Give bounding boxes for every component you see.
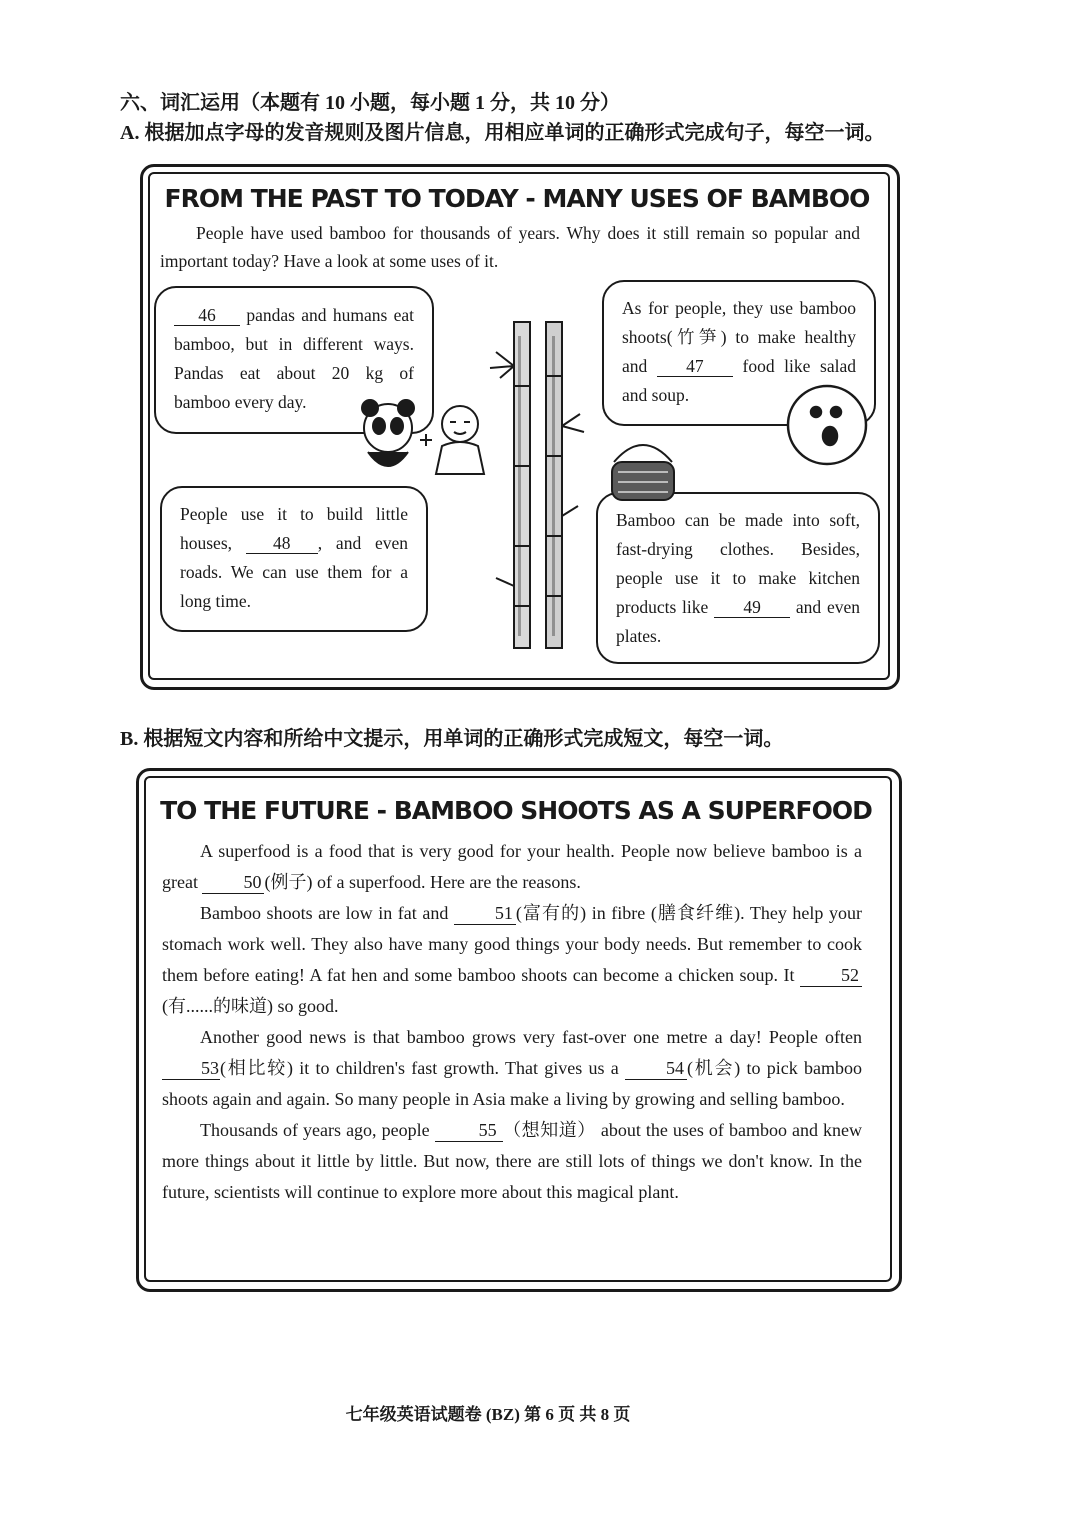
bubble-48-text-after: , and even roads. We can use them for a long time.	[180, 533, 408, 611]
p4-text-before: Thousands of years ago, people	[200, 1120, 435, 1140]
p2-text-mid: in fibre (膳食纤维). They help your stomach work well. They also have many good things your body needs. But remember to cook them before eating! A fat hen and some bamboo shoots can become a chicken soup. It	[162, 903, 862, 985]
speech-bubble-48	[160, 486, 428, 632]
bubble-48-text-before: People use it to build little houses,	[180, 504, 408, 553]
blank-47[interactable]: 47	[657, 357, 733, 377]
part-a-instruction: A. 根据加点字母的发音规则及图片信息，用相应单词的正确形式完成句子，每空一词。	[120, 122, 885, 144]
hint-54: (机会)	[686, 1058, 741, 1078]
part-b-instruction: B. 根据短文内容和所给中文提示，用单词的正确形式完成短文，每空一词。	[120, 728, 784, 750]
blank-55[interactable]: 55	[435, 1121, 503, 1142]
box-b-passage	[162, 836, 862, 1208]
blank-50[interactable]: 50	[202, 873, 264, 894]
bubble-46-text: pandas and humans eat bamboo, but in different ways. Pandas eat about 20 kg of bamboo every day.	[174, 305, 414, 412]
speech-bubble-49	[596, 492, 880, 664]
p3-text-after: to pick bamboo shoots again and again. So many people in Asia make a living by growing and selling bamboo.	[162, 1058, 862, 1109]
blank-46[interactable]: 46	[174, 306, 240, 326]
box-a-intro: People have used bamboo for thousands of years. Why does it still remain so popular and important today? Have a look at some uses of it.	[160, 223, 860, 271]
bamboo-illustration	[480, 316, 600, 656]
paragraph-2	[162, 898, 862, 1022]
blank-54[interactable]: 54	[625, 1059, 687, 1080]
blank-51[interactable]: 51	[454, 904, 516, 925]
bubble-49-text-before: Bamboo can be made into soft, fast-drying clothes. Besides, people use it to make kitchen products like	[616, 510, 860, 617]
p2-text-before: Bamboo shoots are low in fat and	[200, 903, 454, 923]
paragraph-4	[162, 1115, 862, 1208]
panda-and-person-picture	[350, 394, 500, 480]
p1-text-before: A superfood is a food that is very good for your health. People now believe bamboo is a great	[162, 841, 862, 892]
blank-52[interactable]: 52	[800, 966, 862, 987]
p1-text-after: of a superfood. Here are the reasons.	[312, 872, 581, 892]
hint-55: （想知道）	[502, 1120, 596, 1140]
p3-text-before: Another good news is that bamboo grows very fast-over one metre a day! People often	[200, 1027, 862, 1047]
section-heading: 六、词汇运用（本题有 10 小题，每小题 1 分，共 10 分）	[120, 92, 620, 114]
face-picture	[784, 382, 870, 468]
hint-52: (有......的味道)	[162, 996, 273, 1016]
p3-text-mid: it to children's fast growth. That gives us a	[293, 1058, 625, 1078]
p2-text-after: so good.	[273, 996, 339, 1016]
bubble-47-text-before: As for people, they use bamboo shoots(竹笋) to make healthy and	[622, 298, 856, 376]
blank-53[interactable]: 53	[162, 1059, 220, 1080]
hint-53: (相比较)	[220, 1058, 294, 1078]
blank-48[interactable]: 48	[246, 534, 318, 554]
bubble-47-text-after: food like salad and soup.	[622, 356, 856, 405]
blank-49[interactable]: 49	[714, 598, 790, 618]
hint-51: (富有的)	[515, 903, 587, 923]
box-a-title: FROM THE PAST TO TODAY - MANY USES OF BAMBOO	[164, 184, 870, 213]
bamboo-basket-picture	[606, 432, 680, 504]
page-footer: 七年级英语试题卷 (BZ) 第 6 页 共 8 页	[345, 1405, 631, 1424]
paragraph-1	[162, 836, 862, 898]
box-b-title: TO THE FUTURE - BAMBOO SHOOTS AS A SUPERFOOD	[160, 796, 872, 825]
hint-50: (例子)	[264, 872, 313, 892]
paragraph-3	[162, 1022, 862, 1115]
p4-text-after: about the uses of bamboo and knew more things about it little by little. But now, there are still lots of things we don't know. In the future, scientists will continue to explore more about this magical plant.	[162, 1120, 862, 1202]
bubble-49-text-after: and even plates.	[616, 597, 860, 646]
